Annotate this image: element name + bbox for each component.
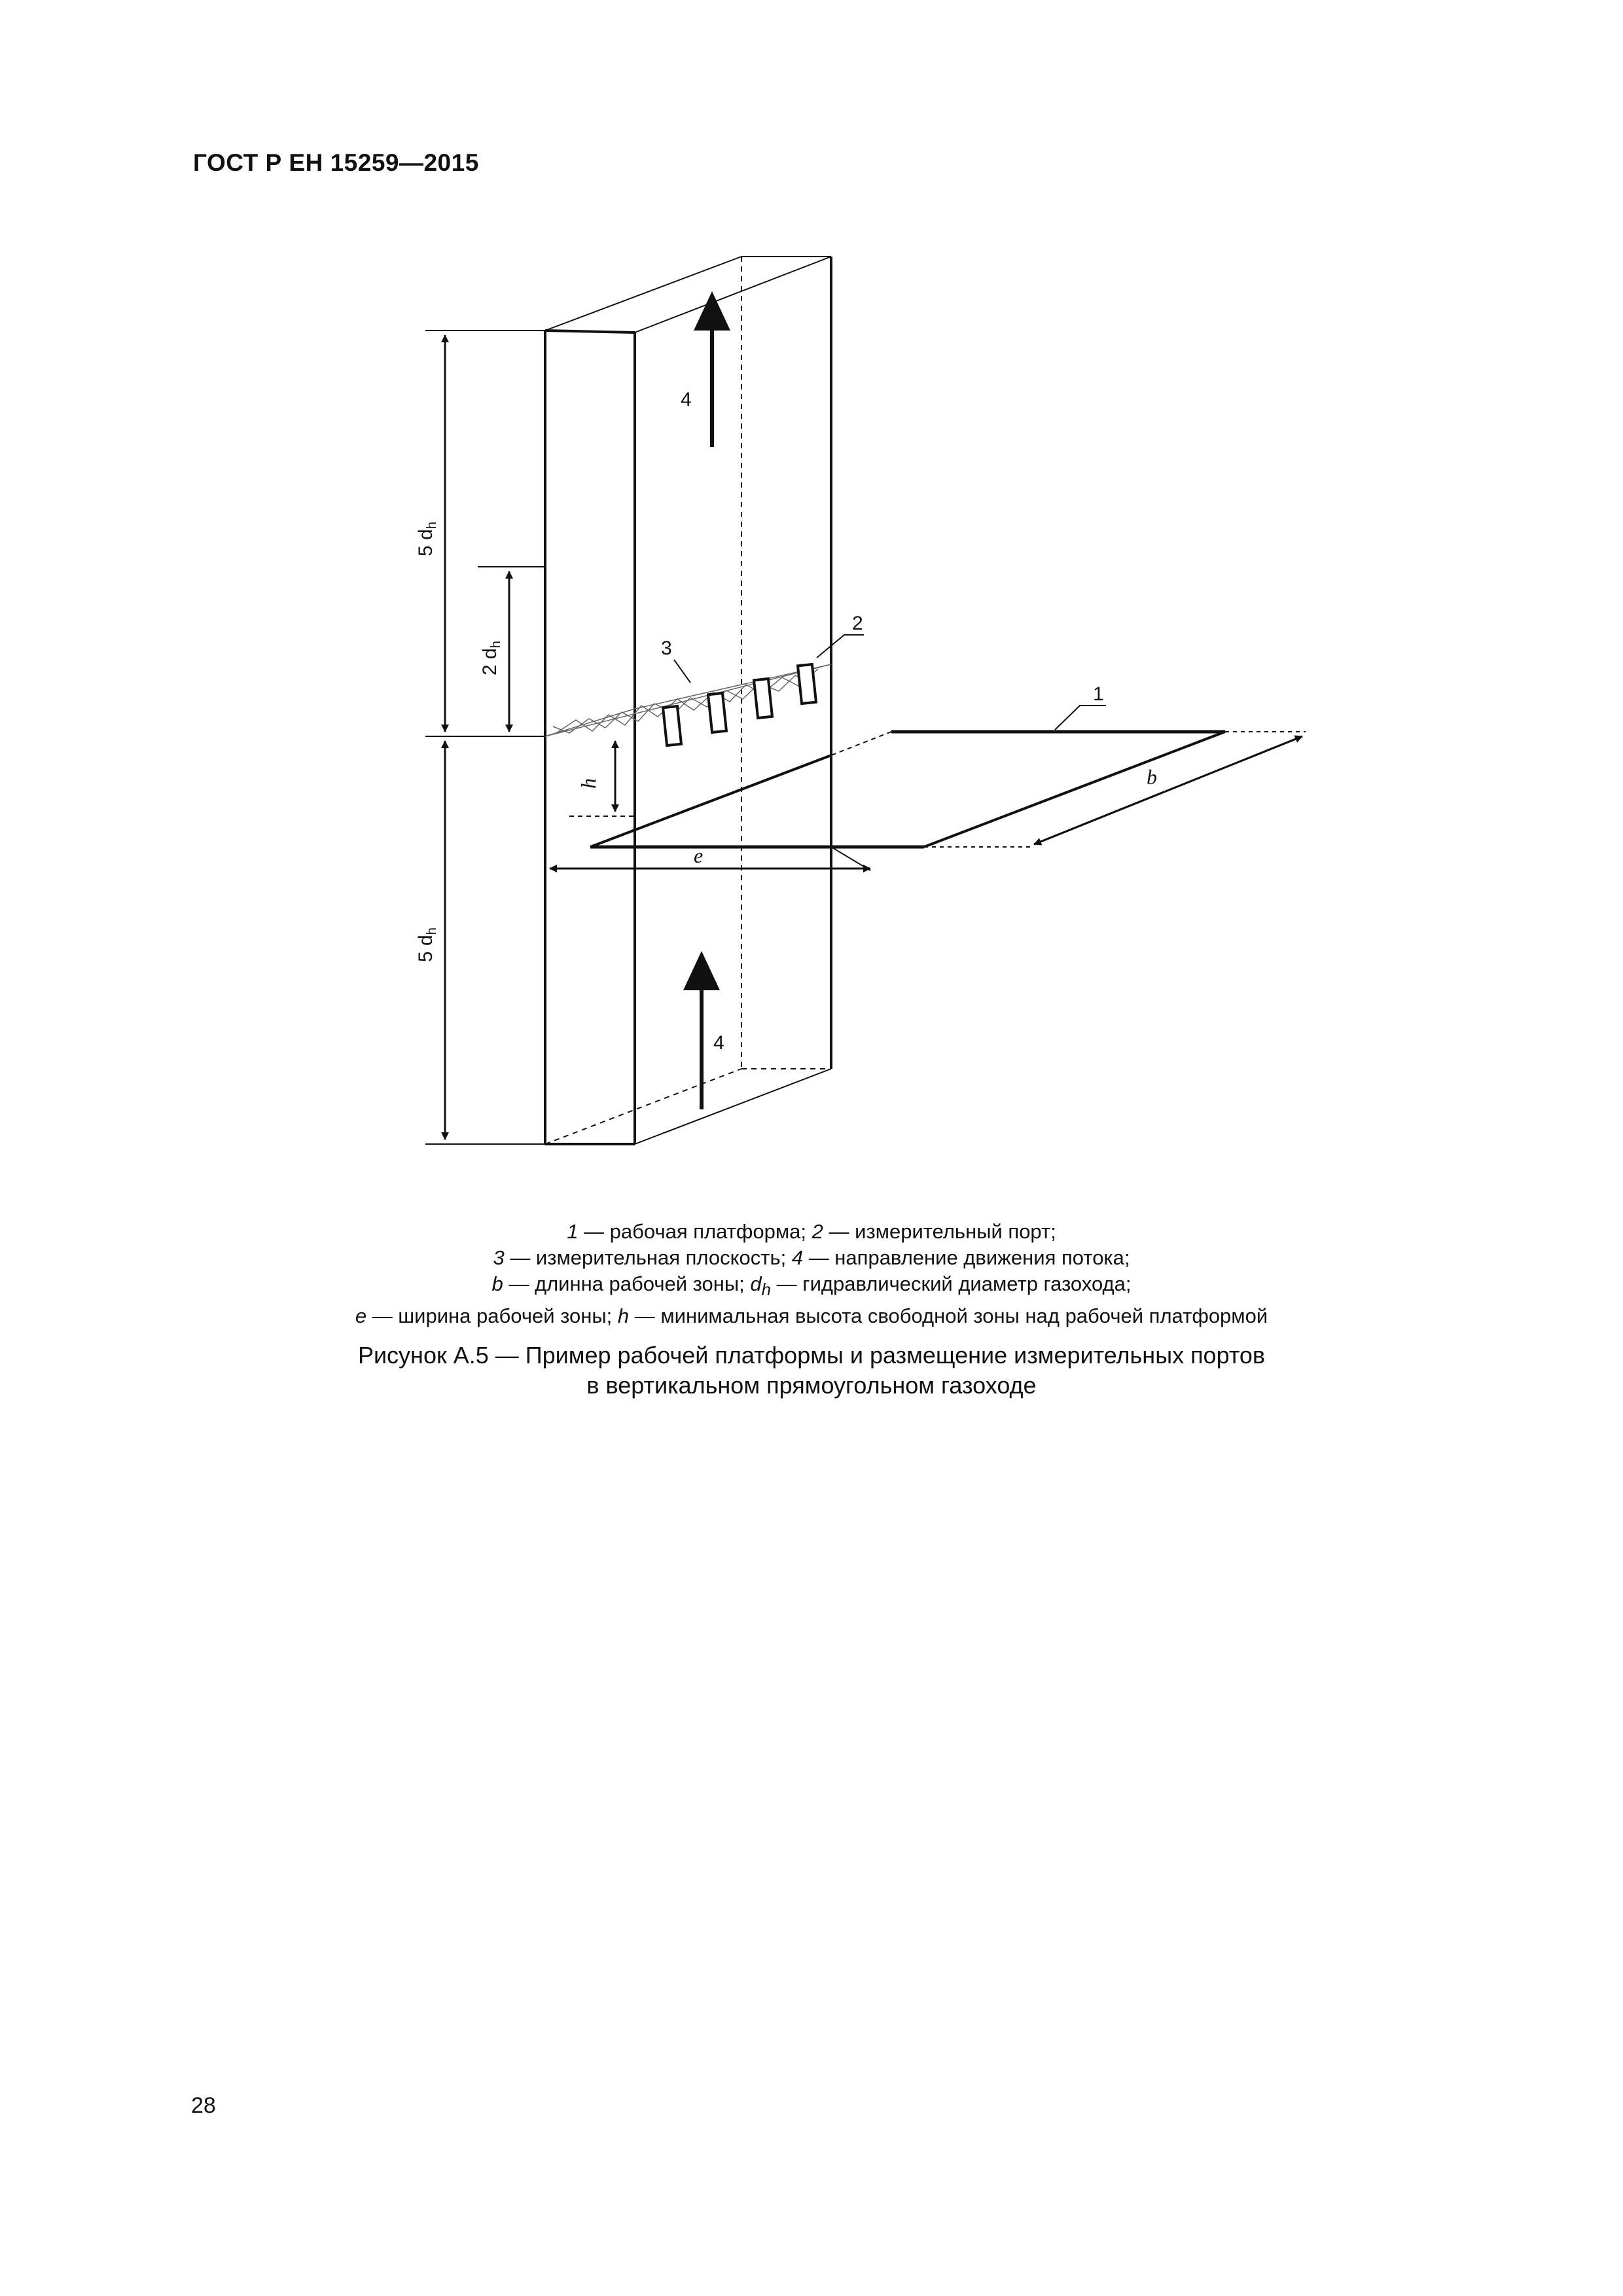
label-dim-lower: 5 $d_h$: [415, 927, 439, 962]
label-dim-middle: 2 $d_h$: [479, 641, 503, 675]
width-length-dimensions: [550, 736, 1302, 869]
figure-legend: [196, 1219, 1427, 1329]
legend-line-2: 3 — измерительная плоскость; 4 — направление движения потока;: [493, 1246, 1130, 1269]
document-header: ГОСТ Р ЕН 15259—2015: [193, 149, 479, 176]
legend-line-1: 1 — рабочая платформа; 2 — измерительный порт;: [567, 1220, 1056, 1243]
caption-line-2: в вертикальном прямоугольном газоходе: [586, 1372, 1037, 1399]
label-platform: 1: [1093, 683, 1104, 705]
label-h: h: [577, 778, 600, 789]
label-plane: 3: [661, 637, 672, 659]
label-flow-bottom: 4: [713, 1032, 724, 1054]
page-number: 28: [191, 2093, 216, 2118]
figure-caption: [196, 1340, 1427, 1401]
label-dim-upper: 5 $d_h$: [415, 522, 439, 556]
caption-line-1: Рисунок А.5 — Пример рабочей платформы и размещение измерительных портов: [357, 1342, 1266, 1369]
legend-line-4: e — ширина рабочей зоны; h — минимальная высота свободной зоны над рабочей платформой: [355, 1304, 1268, 1328]
leader-lines: [674, 635, 1106, 730]
label-flow-top: 4: [681, 389, 692, 410]
label-b: b: [1147, 765, 1157, 789]
label-port: 2: [852, 613, 863, 634]
dimension-lines: [425, 331, 635, 1144]
measurement-plane: [545, 664, 831, 736]
legend-line-3: b — длинна рабочей зоны; $d_h$ — гидравлический диаметр газохода;: [491, 1272, 1132, 1300]
label-e: e: [694, 844, 704, 867]
